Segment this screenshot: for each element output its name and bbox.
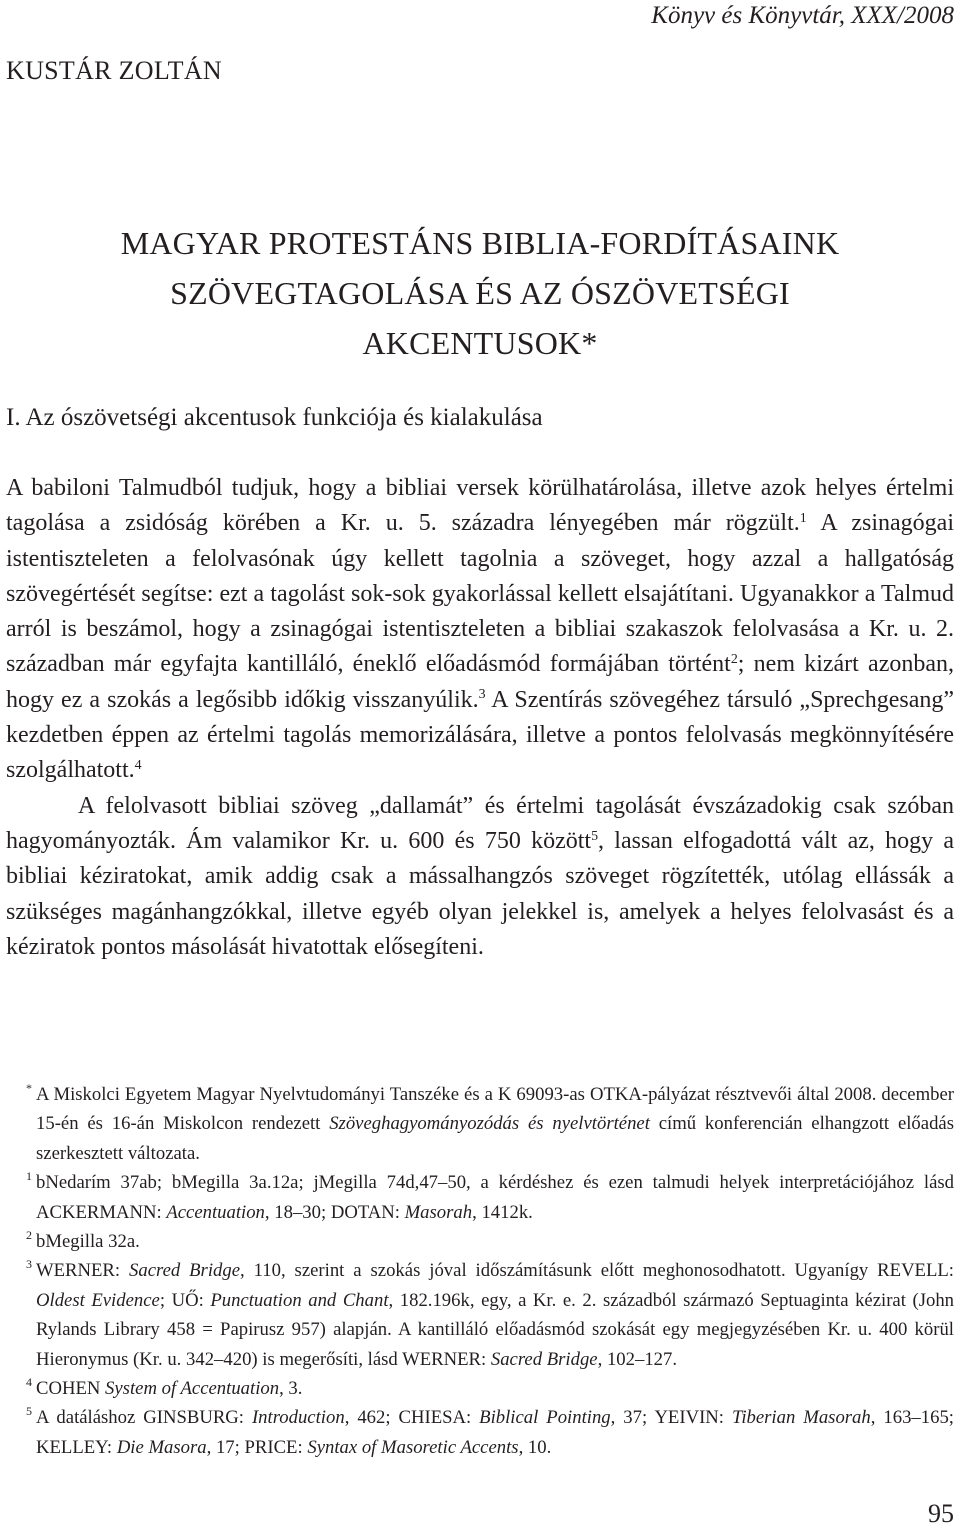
text-run: , 18–30; DOTAN: [264,1201,405,1223]
text-run: , 102–127. [597,1348,678,1370]
title-line: SZÖVEGTAGOLÁSA ÉS AZ ÓSZÖVETSÉGI [170,275,790,311]
text-run: , lassan elfogadottá vált az, hogy a bibliai kéziratokat, amik addig csak a mássalhangzós szöveget rögzítették, utólag ellássák a szükséges magánhangzókkal, illetve egyéb olyan jelekkel is, amelyek a helyes felolvasást és a kéziratok pontos másolását hivatottak elősegíteni. [6,827,954,960]
page-number: 95 [928,1499,954,1528]
text-run: A babiloni Talmudból tudjuk, hogy a bibliai versek körülhatárolása, illetve azok helyes értelmi tagolása a zsidóság körében a Kr. u. 5. századra lényegében már rögzült. [6,475,954,537]
text-run: , 182.196k, egy, a Kr. e. 2. századból származó Septuaginta kézirat (John Rylands Library 458 = Papirusz 957) alapján. A kantilláló előadásmód szokását egy megjegyzésében Kr. u. 400 körül Hieronymus (Kr. u. 342–420) is megerősíti, lásd WERNER: [36,1289,955,1370]
title-line: MAGYAR PROTESTÁNS BIBLIA-FORDÍTÁSAINK [120,225,840,261]
paragraph [6,471,954,789]
text-run: A felolvasott bibliai szöveg „dallamát” és értelmi tagolását évszázadokig csak szóban hagyományozták. Ám valamikor Kr. u. 600 és 750 között [6,792,954,854]
text-run-italic: System of Accentuation [105,1378,280,1400]
author-name: KUSTÁR ZOLTÁN [6,56,223,85]
footnote-4 [6,1374,954,1403]
text-run-italic: Accentuation [166,1201,265,1223]
text-run: , 10. [518,1436,552,1458]
footnote-mark: 2 [26,1228,32,1243]
footnote-3 [6,1256,954,1374]
text-run-italic: Oldest Evidence [36,1289,160,1311]
text-run-italic: Syntax of Masoretic Accents [307,1436,519,1458]
text-run: , 462; CHIESA: [344,1407,480,1429]
footnote-ref: 4 [134,758,142,774]
footnote-mark: 3 [26,1257,32,1272]
text-run: , 37; YEIVIN: [610,1407,732,1429]
text-run: bNedarím 37ab; bMegilla 3a.12a; jMegilla 74d,47–50, a kérdéshez és ezen talmudi helyek interpretációjához lásd ACKERMANN: [36,1172,954,1223]
text-run: A zsinagógai istentiszteleten a felolvasónak úgy kellett tagolnia a szöveget, hogy azzal a hallgatóság szövegértését segítse: ezt a tagolást sok-sok gyakorlással kellett elsajátítani. Ugyanakkor a Talmud arról is beszámol, hogy a zsinagógai istentiszteleten a bibliai szakaszok felolvasása a Kr. u. 2. században már egyfajta kantilláló, éneklő előadásmód formájában történt [6,510,954,678]
section-heading: I. Az ószövetségi akcentusok funkciója és kialakulása [6,404,543,431]
title-line: AKCENTUSOK* [362,325,598,361]
text-run: COHEN [36,1378,106,1400]
text-run: ; nem kizárt azonban, hogy ez a szokás a legősibb időkig visszanyúlik. [6,651,955,713]
running-header: Könyv és Könyvtár, XXX/2008 [651,2,954,29]
text-run: A Miskolci Egyetem Magyar Nyelvtudományi Tanszéke és a K 69093-as OTKA-pályázat résztvevői által 2008. december 15-én és 16-án Miskolcon rendezett [36,1084,954,1135]
article-title [0,218,960,368]
text-run: című konferencián elhangzott előadás szerkesztett változata. [36,1113,954,1164]
text-run: bMegilla 32a. [36,1231,140,1253]
text-run: , 17; PRICE: [206,1436,308,1458]
footnote-2 [6,1227,954,1256]
text-run: , 163–165; KELLEY: [36,1407,954,1458]
text-run: WERNER: [36,1260,130,1282]
footnote-mark: 4 [26,1375,32,1390]
text-run-italic: Masorah [404,1201,473,1223]
text-run: A datáláshoz GINSBURG: [36,1407,252,1429]
body-text [6,471,954,965]
text-run: , 3. [279,1378,303,1400]
text-run-italic: Sacred Bridge [490,1348,598,1370]
footnote-mark: 1 [26,1169,32,1184]
text-run-italic: Sacred Bridge [129,1260,241,1282]
text-run-italic: Introduction [251,1407,345,1429]
footnote-ref: 2 [730,652,738,668]
text-run: , 1412k. [472,1201,533,1223]
footnote-mark: * [26,1081,32,1095]
text-run: , 110, szerint a szokás jóval időszámításunk előtt meghonosodhatott. Ugyanígy REVELL: [240,1260,954,1282]
footnote-star [6,1080,954,1168]
footnote-ref: 5 [591,828,599,844]
text-run-italic: Tiberian Masorah [731,1407,871,1429]
text-run: ; UŐ: [159,1289,211,1311]
paragraph [6,789,954,965]
footnote-5 [6,1403,954,1462]
footnote-ref: 1 [799,510,807,526]
footnotes [6,1080,954,1462]
footnote-ref: 3 [478,687,486,703]
text-run-italic: Szöveghagyományozódás és nyelvtörténet [329,1113,650,1135]
text-run: A Szentírás szövegéhez társuló „Sprechgesang” kezdetben éppen az értelmi tagolás memorizálására, illetve a pontos felolvasás megkönnyítésére szolgálhatott. [6,686,955,784]
footnote-1 [6,1168,954,1227]
text-run-italic: Biblical Pointing [479,1407,611,1429]
text-run-italic: Die Masora [116,1436,207,1458]
text-run-italic: Punctuation and Chant [210,1289,389,1311]
footnote-mark: 5 [26,1404,32,1419]
